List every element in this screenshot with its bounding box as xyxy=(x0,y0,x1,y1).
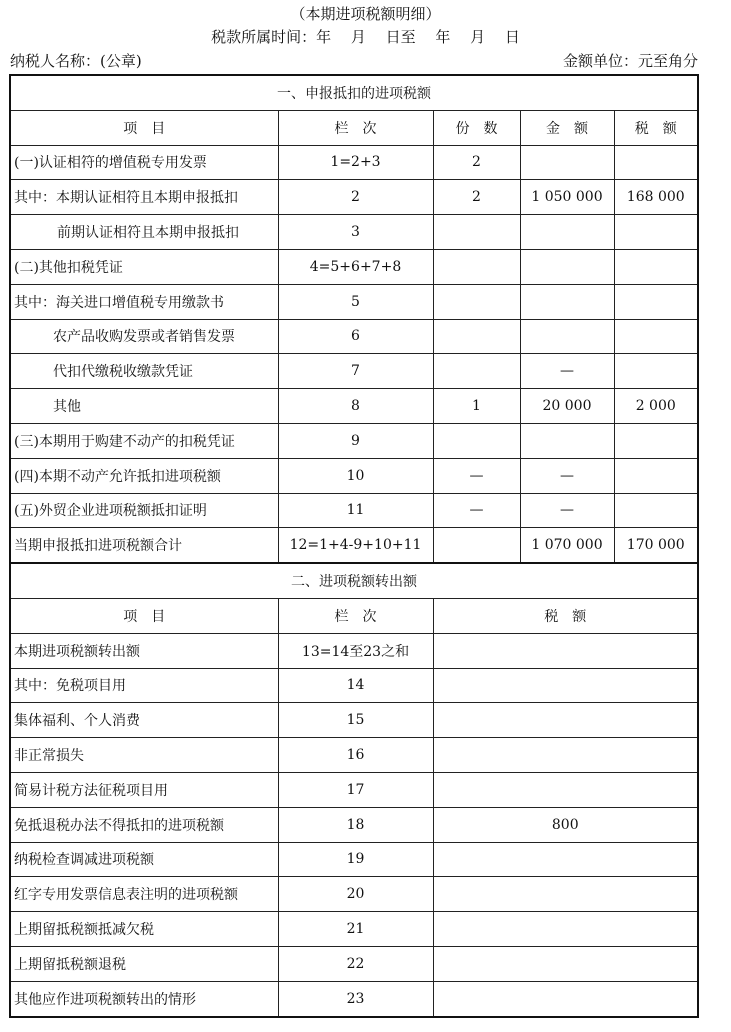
table-row xyxy=(10,807,698,842)
row-tax xyxy=(614,145,698,180)
amount-unit-label: 金额单位：元至角分 xyxy=(562,52,698,70)
row-tax xyxy=(433,772,698,807)
row-line-number: 11 xyxy=(278,493,433,528)
row-tax: 168 000 xyxy=(614,180,698,215)
row-item-label: 其他应作进项税额转出的情形 xyxy=(10,981,278,1016)
row-amount: — xyxy=(520,458,614,493)
row-item-label: 当期申报抵扣进项税额合计 xyxy=(10,528,278,563)
table-row xyxy=(10,738,698,773)
tax-period-line: 税款所属时间：年 月 日至 年 月 日 xyxy=(211,28,520,46)
row-count xyxy=(433,319,520,354)
table-row xyxy=(10,284,698,319)
taxpayer-name-label: 纳税人名称：(公章) xyxy=(10,52,142,70)
row-tax xyxy=(614,354,698,389)
row-amount xyxy=(520,423,614,458)
row-tax xyxy=(433,633,698,668)
row-item-label: 上期留抵税额退税 xyxy=(10,946,278,981)
table-row xyxy=(10,180,698,215)
form-title: （本期进项税额明细） xyxy=(290,5,441,23)
row-tax: 2 000 xyxy=(614,389,698,424)
row-line-number: 18 xyxy=(278,807,433,842)
row-item-label: (五)外贸企业进项税额抵扣证明 xyxy=(10,493,278,528)
row-item-label: 上期留抵税额抵减欠税 xyxy=(10,912,278,947)
row-count: 2 xyxy=(433,180,520,215)
row-tax xyxy=(614,319,698,354)
row-amount xyxy=(520,145,614,180)
row-amount xyxy=(520,249,614,284)
table-row xyxy=(10,842,698,877)
row-tax xyxy=(614,458,698,493)
row-line-number: 10 xyxy=(278,458,433,493)
row-tax: 800 xyxy=(433,807,698,842)
row-tax xyxy=(614,249,698,284)
row-item-label: 农产品收购发票或者销售发票 xyxy=(10,319,278,354)
row-line-number: 13=14至23之和 xyxy=(278,633,433,668)
row-line-number: 1=2+3 xyxy=(278,145,433,180)
table-row xyxy=(10,877,698,912)
row-line-number: 20 xyxy=(278,877,433,912)
row-amount: 1 070 000 xyxy=(520,528,614,563)
section1-column-header-row xyxy=(10,110,698,145)
table-row xyxy=(10,458,698,493)
row-line-number: 5 xyxy=(278,284,433,319)
row-item-label: (三)本期用于购建不动产的扣税凭证 xyxy=(10,423,278,458)
column-header: 项 目 xyxy=(10,110,278,145)
row-count: — xyxy=(433,458,520,493)
table-row xyxy=(10,145,698,180)
row-amount xyxy=(520,319,614,354)
row-item-label: (四)本期不动产允许抵扣进项税额 xyxy=(10,458,278,493)
table-row xyxy=(10,389,698,424)
row-item-label: 其中：免税项目用 xyxy=(10,668,278,703)
table-row xyxy=(10,249,698,284)
table-row xyxy=(10,423,698,458)
row-count xyxy=(433,249,520,284)
row-tax xyxy=(433,946,698,981)
row-line-number: 14 xyxy=(278,668,433,703)
row-line-number: 19 xyxy=(278,842,433,877)
column-header: 栏 次 xyxy=(278,598,433,633)
row-tax xyxy=(433,981,698,1016)
table-row xyxy=(10,981,698,1016)
table-row xyxy=(10,319,698,354)
column-header: 项 目 xyxy=(10,598,278,633)
row-item-label: 本期进项税额转出额 xyxy=(10,633,278,668)
row-count: — xyxy=(433,493,520,528)
row-line-number: 17 xyxy=(278,772,433,807)
row-line-number: 4=5+6+7+8 xyxy=(278,249,433,284)
row-item-label: 前期认证相符且本期申报抵扣 xyxy=(10,215,278,250)
row-amount: 1 050 000 xyxy=(520,180,614,215)
row-line-number: 15 xyxy=(278,703,433,738)
row-count xyxy=(433,354,520,389)
row-line-number: 12=1+4-9+10+11 xyxy=(278,528,433,563)
row-count xyxy=(433,215,520,250)
row-line-number: 8 xyxy=(278,389,433,424)
row-tax xyxy=(614,423,698,458)
row-item-label: 免抵退税办法不得抵扣的进项税额 xyxy=(10,807,278,842)
table-row xyxy=(10,703,698,738)
column-header: 栏 次 xyxy=(278,110,433,145)
row-count xyxy=(433,284,520,319)
row-item-label: 代扣代缴税收缴款凭证 xyxy=(10,354,278,389)
row-item-label: (一)认证相符的增值税专用发票 xyxy=(10,145,278,180)
row-tax xyxy=(614,215,698,250)
column-header: 税 额 xyxy=(614,110,698,145)
row-count: 1 xyxy=(433,389,520,424)
row-line-number: 6 xyxy=(278,319,433,354)
table-row xyxy=(10,215,698,250)
row-amount xyxy=(520,284,614,319)
section2-heading: 二、进项税额转出额 xyxy=(10,563,698,598)
table-row xyxy=(10,354,698,389)
section1-heading: 一、申报抵扣的进项税额 xyxy=(10,75,698,110)
table-row xyxy=(10,633,698,668)
section2-heading-row xyxy=(10,563,698,598)
row-item-label: 其中：海关进口增值税专用缴款书 xyxy=(10,284,278,319)
row-tax xyxy=(433,703,698,738)
row-count xyxy=(433,423,520,458)
column-header: 税 额 xyxy=(433,598,698,633)
row-line-number: 7 xyxy=(278,354,433,389)
table-row xyxy=(10,668,698,703)
row-item-label: 简易计税方法征税项目用 xyxy=(10,772,278,807)
row-line-number: 9 xyxy=(278,423,433,458)
table-row xyxy=(10,493,698,528)
row-item-label: 集体福利、个人消费 xyxy=(10,703,278,738)
row-line-number: 16 xyxy=(278,738,433,773)
row-tax xyxy=(433,877,698,912)
row-count: 2 xyxy=(433,145,520,180)
row-tax xyxy=(433,912,698,947)
row-amount: — xyxy=(520,493,614,528)
row-amount: — xyxy=(520,354,614,389)
table-row xyxy=(10,912,698,947)
column-header: 份 数 xyxy=(433,110,520,145)
row-line-number: 3 xyxy=(278,215,433,250)
row-tax xyxy=(614,284,698,319)
row-tax xyxy=(433,842,698,877)
row-count xyxy=(433,528,520,563)
row-amount xyxy=(520,215,614,250)
row-item-label: 其他 xyxy=(10,389,278,424)
row-amount: 20 000 xyxy=(520,389,614,424)
section1-heading-row xyxy=(10,75,698,110)
row-line-number: 21 xyxy=(278,912,433,947)
column-header: 金 额 xyxy=(520,110,614,145)
table-row xyxy=(10,528,698,563)
row-tax: 170 000 xyxy=(614,528,698,563)
row-line-number: 22 xyxy=(278,946,433,981)
table-row xyxy=(10,946,698,981)
row-item-label: 红字专用发票信息表注明的进项税额 xyxy=(10,877,278,912)
row-item-label: 其中：本期认证相符且本期申报抵扣 xyxy=(10,180,278,215)
input-tax-detail-table xyxy=(9,74,699,1018)
row-item-label: (二)其他扣税凭证 xyxy=(10,249,278,284)
row-item-label: 纳税检查调减进项税额 xyxy=(10,842,278,877)
row-line-number: 23 xyxy=(278,981,433,1016)
table-row xyxy=(10,772,698,807)
row-tax xyxy=(433,738,698,773)
row-line-number: 2 xyxy=(278,180,433,215)
row-item-label: 非正常损失 xyxy=(10,738,278,773)
section2-column-header-row xyxy=(10,598,698,633)
row-tax xyxy=(614,493,698,528)
row-tax xyxy=(433,668,698,703)
